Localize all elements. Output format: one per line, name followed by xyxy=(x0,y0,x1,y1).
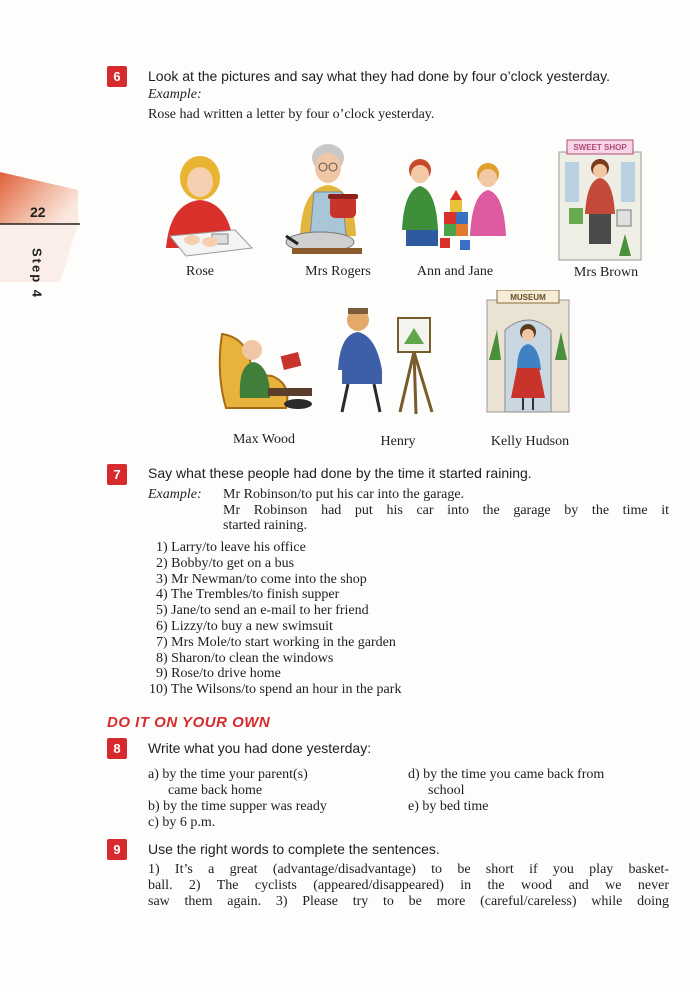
exercise-9-line-2: ball. 2) The cyclists (appeared/disappeared) in the wood and we never xyxy=(148,878,669,893)
exercise-7-list xyxy=(146,540,401,698)
exercise-6-example-label: Example: xyxy=(148,87,202,102)
ann-and-jane-blocks-illustration xyxy=(396,152,516,260)
max-wood-reading-illustration xyxy=(212,324,322,416)
exercise-8-option-a-line2: came back home xyxy=(168,783,263,798)
exercise-8-instruction: Write what you had done yesterday: xyxy=(148,740,372,756)
mrs-rogers-cooking-illustration xyxy=(280,140,380,262)
exercise-8-badge: 8 xyxy=(107,738,127,759)
museum-sign: MUSEUM xyxy=(510,293,546,302)
exercise-9-instruction: Use the right words to complete the sentences. xyxy=(148,841,440,857)
page-number: 22 xyxy=(30,204,46,220)
list-item: 3) Mr Newman/to come into the shop xyxy=(156,571,367,587)
exercise-7-example-prompt: Mr Robinson/to put his car into the garage. xyxy=(223,487,465,502)
exercise-8-option-e: e) by bed time xyxy=(408,799,489,814)
exercise-7-instruction: Say what these people had done by the time it started raining. xyxy=(148,465,532,481)
list-item: 8) Sharon/to clean the windows xyxy=(156,650,334,666)
caption-mrs-brown: Mrs Brown xyxy=(573,265,639,280)
list-item: 2) Bobby/to get on a bus xyxy=(156,555,295,571)
list-item: 7) Mrs Mole/to start working in the garden xyxy=(156,634,396,650)
exercise-8-option-b: b) by the time supper was ready xyxy=(148,799,327,814)
list-item: 9) Rose/to drive home xyxy=(156,666,281,682)
exercise-8-option-c: c) by 6 p.m. xyxy=(148,815,216,830)
exercise-7-example-answer-1: Mr Robinson had put his car into the garage by the time it xyxy=(223,503,669,518)
caption-ann-and-jane: Ann and Jane xyxy=(416,264,494,279)
caption-kelly-hudson: Kelly Hudson xyxy=(490,434,570,449)
list-item: 10) The Wilsons/to spend an hour in the park xyxy=(149,682,402,698)
henry-painting-illustration xyxy=(328,300,448,416)
exercise-8-option-d-line2: school xyxy=(428,783,465,798)
list-item: 4) The Trembles/to finish supper xyxy=(156,587,340,603)
exercise-9-badge: 9 xyxy=(107,839,127,860)
exercise-6-example-text: Rose had written a letter by four o’clock yesterday. xyxy=(148,107,435,122)
caption-max-wood: Max Wood xyxy=(232,432,295,447)
exercise-9-line-3: saw them again. 3) Please try to be more (careful/careless) while doing xyxy=(148,894,669,909)
caption-henry: Henry xyxy=(380,434,416,449)
exercise-8-option-a-line1: a) by the time your parent(s) xyxy=(148,767,308,782)
exercise-8-option-d-line1: d) by the time you came back from xyxy=(408,767,605,782)
exercise-7-example-answer-2: started raining. xyxy=(223,518,307,533)
exercise-7-example-label: Example: xyxy=(148,487,202,502)
section-heading: DO IT ON YOUR OWN xyxy=(107,714,271,731)
kelly-hudson-museum-illustration xyxy=(483,290,573,418)
exercise-7-badge: 7 xyxy=(107,464,127,485)
exercise-9-line-1: 1) It’s a great (advantage/disadvantage) to be short if you play basket- xyxy=(148,862,669,877)
mrs-brown-shopping-illustration xyxy=(555,138,645,266)
exercise-6-instruction: Look at the pictures and say what they had done by four o’clock yesterday. xyxy=(148,68,611,84)
step-label: Step 4 xyxy=(29,247,45,299)
list-item: 1) Larry/to leave his office xyxy=(156,540,306,555)
list-item: 5) Jane/to send an e-mail to her friend xyxy=(156,603,369,619)
sweet-shop-sign: SWEET SHOP xyxy=(573,143,627,152)
rose-writing-illustration xyxy=(140,148,260,260)
caption-mrs-rogers: Mrs Rogers xyxy=(305,264,371,279)
caption-rose: Rose xyxy=(186,264,214,279)
exercise-6-badge: 6 xyxy=(107,66,127,87)
list-item: 6) Lizzy/to buy a new swimsuit xyxy=(156,618,333,634)
